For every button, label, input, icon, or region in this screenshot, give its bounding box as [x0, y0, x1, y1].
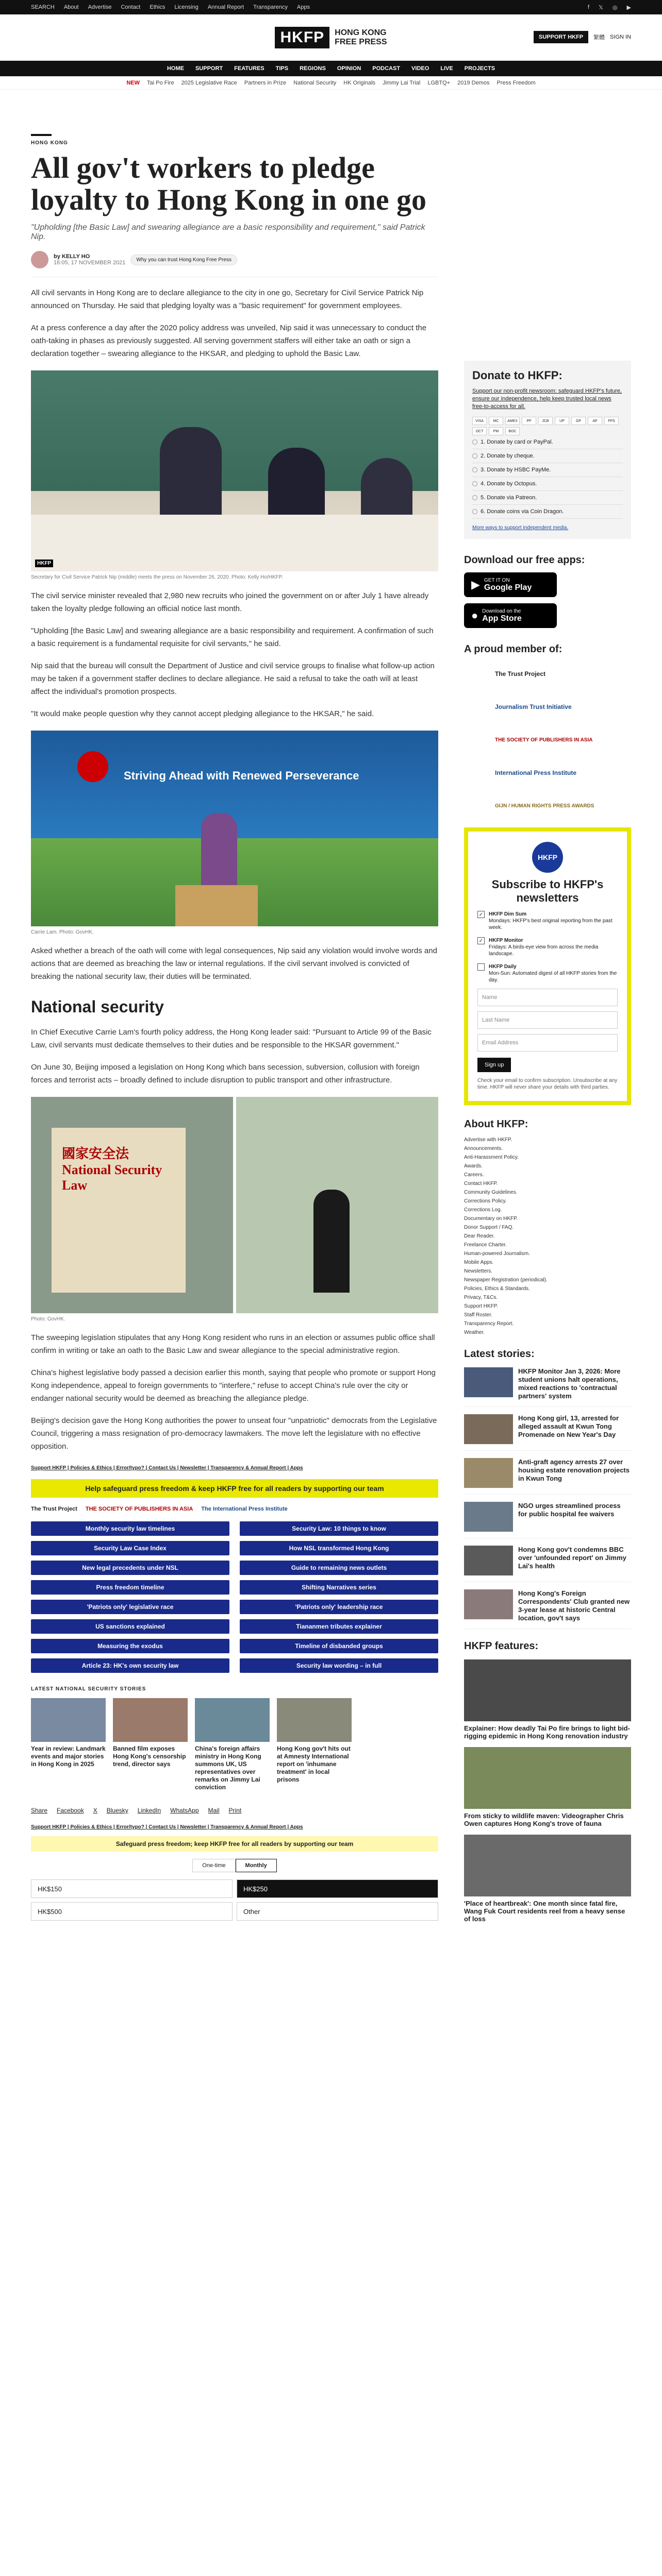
member-gijn[interactable]: GIJN / HUMAN RIGHTS PRESS AWARDS: [495, 803, 594, 809]
about-link[interactable]: Documentary on HKFP.: [464, 1216, 518, 1222]
paragraph: "It would make people question why they cannot accept pledging allegiance to the HKSAR," he said.: [31, 709, 374, 718]
article-subhead: "Upholding [the Basic Law] and swearing allegiance are a basic responsibility and requirement," said Patrick Nip.: [31, 223, 425, 241]
paragraph: The civil service minister revealed that 2,980 new recruits who joined the government on or after July 1 have already taken the loyalty pledge following an official notice last month.: [31, 591, 429, 613]
feature-card[interactable]: Explainer: How deadly Tai Po fire brings to light bid-rigging epidemic in Hong Kong renovation industry: [464, 1659, 631, 1740]
payment-icon: PM: [489, 427, 503, 435]
share-whatsapp[interactable]: WhatsApp: [170, 1807, 199, 1814]
photo-caption: Photo: GovHK.: [31, 1316, 65, 1322]
nav-features[interactable]: FEATURES: [234, 65, 264, 72]
security-law-photo: [31, 1097, 438, 1313]
emblem-icon: [77, 751, 108, 782]
amount-option[interactable]: HK$150: [31, 1879, 233, 1898]
byline: [31, 251, 438, 268]
share-print[interactable]: Print: [228, 1807, 242, 1814]
share-linkedin[interactable]: LinkedIn: [137, 1807, 161, 1814]
about-link[interactable]: Newspaper Registration (periodical).: [464, 1277, 548, 1283]
transparency-link[interactable]: Transparency: [253, 4, 288, 10]
donate-text[interactable]: Support our non-profit newsroom: safeguard HKFP's future, ensure our independence, help keep trusted local news free-to-access for all.: [472, 388, 622, 410]
nav-live[interactable]: LIVE: [440, 65, 453, 72]
sign-up-button[interactable]: Sign up: [477, 1058, 511, 1072]
play-icon: ▶: [471, 578, 480, 591]
feature-card[interactable]: From sticky to wildlife maven: Videographer Chris Owen captures Hong Kong's trove of fauna: [464, 1747, 631, 1827]
top-utility-bar: [0, 0, 662, 14]
paragraph: In Chief Executive Carrie Lam's fourth policy address, the Hong Kong leader said: "Pursuant to Article 99 of the Basic Law, civil servants must dedicate themselves to their duties and be responsible to the HKSAR government.": [31, 1028, 432, 1049]
google-play-button[interactable]: ▶ GET IT ON Google Play: [464, 572, 557, 597]
newsletter-option[interactable]: ✓ HKFP Monitor Fridays: A birds-eye view from across the media landscape.: [477, 937, 618, 957]
about-link[interactable]: Mobile Apps.: [464, 1260, 494, 1265]
related-stories: [31, 1698, 438, 1791]
about-link[interactable]: Staff Roster.: [464, 1312, 492, 1318]
apps-title: Download our free apps:: [464, 554, 585, 566]
photo-caption: Secretary for Civil Service Patrick Nip (middle) meets the press on November 26, 2020. Photo: Kelly Ho/HKFP.: [31, 574, 283, 580]
about-link[interactable]: Freelance Charter.: [464, 1242, 507, 1248]
story-card[interactable]: Banned film exposes Hong Kong's censorship trend, director says: [113, 1698, 188, 1791]
guide-button[interactable]: 'Patriots only' leadership race: [240, 1600, 438, 1614]
guide-button[interactable]: How NSL transformed Hong Kong: [240, 1541, 438, 1555]
photo-caption: Carrie Lam. Photo: GovHK.: [31, 929, 94, 935]
nav-tips[interactable]: TIPS: [275, 65, 289, 72]
apple-icon: ●: [471, 609, 478, 622]
banner-text: Striving Ahead with Renewed Perseverance: [124, 769, 359, 782]
amount-option[interactable]: Other: [237, 1902, 438, 1921]
latest-story[interactable]: Hong Kong girl, 13, arrested for alleged assault at Kwun Tong Promenade on New Year's Day: [464, 1414, 631, 1451]
trust-project-logo[interactable]: The Trust Project: [31, 1506, 77, 1512]
payment-icon: UP: [555, 417, 569, 425]
trend-link[interactable]: LGBTQ+: [427, 79, 451, 86]
frequency-toggle: [31, 1859, 438, 1872]
donate-method[interactable]: 2. Donate by cheque.: [472, 449, 623, 463]
story-card[interactable]: China's foreign affairs ministry in Hong Kong summons UK, US representatives over remarks on Jimmy Lai conviction: [195, 1698, 270, 1791]
guide-button[interactable]: Monthly security law timelines: [31, 1521, 229, 1536]
payment-icon: VISA: [472, 417, 487, 425]
nav-support[interactable]: SUPPORT: [195, 65, 223, 72]
checkbox-checked-icon[interactable]: ✓: [477, 937, 485, 944]
advertise-link[interactable]: Advertise: [88, 4, 112, 10]
features-title: HKFP features:: [464, 1640, 539, 1652]
licensing-link[interactable]: Licensing: [174, 4, 198, 10]
ethics-link[interactable]: Ethics: [150, 4, 166, 10]
guide-button[interactable]: Press freedom timeline: [31, 1580, 229, 1595]
masthead: [0, 14, 662, 61]
feature-card[interactable]: 'Place of heartbreak': One month since fatal fire, Wang Fuk Court residents reel from a heavy sense of loss: [464, 1835, 631, 1923]
hkfp-watermark: HKFP: [35, 560, 53, 567]
publish-date: 16:05, 17 NOVEMBER 2021: [54, 260, 126, 266]
amount-option[interactable]: HK$250: [237, 1879, 438, 1898]
more-ways-link[interactable]: More ways to support independent media.: [472, 525, 569, 531]
partner-logos: [31, 1506, 438, 1512]
paragraph: Beijing's decision gave the Hong Kong authorities the power to unseat four "unpatriotic" democrats from the Legislative Council, triggering a mass resignation of pro-democracy lawmakers. The move left the legislature with no effective opposition.: [31, 1416, 437, 1451]
payment-icon: OCT: [472, 427, 487, 435]
share-label: Share: [31, 1807, 48, 1814]
one-time-tab[interactable]: One-time: [192, 1859, 235, 1872]
guide-button[interactable]: Security law wording – in full: [240, 1658, 438, 1673]
trend-link[interactable]: Partners in Prize: [244, 79, 287, 86]
sidebar: [464, 361, 631, 1923]
checkbox-icon[interactable]: [477, 963, 485, 971]
newsletter-option[interactable]: HKFP Daily Mon-Sun: Automated digest of all HKFP stories from the day.: [477, 963, 618, 984]
latest-story[interactable]: Anti-graft agency arrests 27 over housing estate renovation projects in Kwun Tong: [464, 1458, 631, 1495]
payment-icon: FPS: [604, 417, 619, 425]
story-card[interactable]: Year in review: Landmark events and major stories in Hong Kong in 2025: [31, 1698, 106, 1791]
payment-icons: [472, 417, 623, 435]
donation-amounts: [31, 1879, 438, 1921]
guide-button[interactable]: Guide to remaining news outlets: [240, 1561, 438, 1575]
trend-link[interactable]: Jimmy Lai Trial: [383, 79, 421, 86]
about-link[interactable]: Contact HKFP.: [464, 1181, 498, 1187]
carrie-lam-photo: [31, 731, 438, 926]
x-icon[interactable]: 𝕏: [599, 4, 603, 11]
donate-title: Donate to HKFP:: [472, 369, 562, 382]
share-mail[interactable]: Mail: [208, 1807, 220, 1814]
about-link[interactable]: Announcements.: [464, 1146, 503, 1151]
about-link[interactable]: Advertise with HKFP.: [464, 1137, 512, 1143]
latest-story[interactable]: Hong Kong's Foreign Correspondents' Club granted new 3-year lease at historic Central location, gov't says: [464, 1589, 631, 1629]
sopa-logo[interactable]: THE SOCIETY OF PUBLISHERS IN ASIA: [85, 1506, 193, 1512]
about-link[interactable]: Corrections Policy.: [464, 1198, 507, 1204]
author-name[interactable]: by KELLY HO: [54, 253, 90, 260]
newsletter-note: Check your email to confirm subscription. Unsubscribe at any time. HKFP will never share your details with third parties.: [477, 1078, 618, 1090]
share-bluesky[interactable]: Bluesky: [106, 1807, 128, 1814]
about-link[interactable]: Policies, Ethics & Standards.: [464, 1286, 530, 1292]
paragraph: On June 30, Beijing imposed a legislation on Hong Kong which bans secession, subversion, collusion with foreign forces and terrorist acts – broadly defined to include disruption to public transport and other infrastructure.: [31, 1063, 420, 1084]
payment-icon: GP: [571, 417, 586, 425]
amount-option[interactable]: HK$500: [31, 1902, 233, 1921]
monthly-tab[interactable]: Monthly: [236, 1859, 277, 1872]
section-heading: National security: [31, 997, 164, 1016]
app-store-button[interactable]: ● Download on the App Store: [464, 603, 557, 628]
donate-method[interactable]: 6. Donate coins via Coin Dragon.: [472, 505, 623, 519]
guide-button[interactable]: Timeline of disbanded groups: [240, 1639, 438, 1653]
about-link[interactable]: Careers.: [464, 1172, 484, 1178]
article: [31, 134, 438, 1921]
story-card[interactable]: Hong Kong gov't hits out at Amnesty International report on 'inhumane treatment' in local prisons: [277, 1698, 352, 1791]
share-facebook[interactable]: Facebook: [57, 1807, 84, 1814]
site-logo[interactable]: HKFP HONG KONG FREE PRESS: [275, 27, 387, 48]
press-conference-photo: [31, 370, 438, 571]
about-link[interactable]: Community Guidelines.: [464, 1190, 518, 1195]
annual-report-link[interactable]: Annual Report: [207, 4, 244, 10]
latest-story[interactable]: NGO urges streamlined process for public hospital fee waivers: [464, 1502, 631, 1538]
about-link[interactable]: Support HKFP.: [464, 1303, 498, 1309]
newsletter-box: [464, 827, 631, 1105]
sign-in-link[interactable]: SIGN IN: [610, 34, 631, 40]
payment-icon: BOC: [505, 427, 520, 435]
about-link[interactable]: About: [63, 4, 79, 10]
about-link[interactable]: Privacy, T&Cs.: [464, 1295, 498, 1300]
payment-icon: PP: [522, 417, 536, 425]
about-link[interactable]: Corrections Log.: [464, 1207, 502, 1213]
newsletter-title: Subscribe to HKFP's newsletters: [491, 878, 604, 904]
last-name-field[interactable]: Last Name: [477, 1011, 618, 1029]
footer-links[interactable]: Support HKFP | Policies & Ethics | Error/typo? | Contact Us | Newsletter | Transparency & Annual Report | Apps: [31, 1824, 303, 1830]
nav-video[interactable]: VIDEO: [411, 65, 429, 72]
donate-method[interactable]: 5. Donate via Patreon.: [472, 491, 623, 505]
support-banner[interactable]: Help safeguard press freedom & keep HKFP free for all readers by supporting our team: [31, 1479, 438, 1498]
about-link[interactable]: Weather.: [464, 1330, 485, 1335]
safeguard-banner[interactable]: Safeguard press freedom; keep HKFP free for all readers by supporting our team: [31, 1836, 438, 1852]
payment-icon: AP: [588, 417, 602, 425]
nsl-poster-text: 國家安全法 National Security Law: [52, 1128, 186, 1293]
support-hkfp-button[interactable]: SUPPORT HKFP: [534, 31, 588, 43]
donate-method[interactable]: 4. Donate by Octopus.: [472, 477, 623, 491]
member-trust-project[interactable]: The Trust Project: [495, 670, 546, 677]
email-field[interactable]: Email Address: [477, 1034, 618, 1052]
nav-home[interactable]: HOME: [167, 65, 184, 72]
trending-bar: [0, 76, 662, 90]
apps-link[interactable]: Apps: [297, 4, 310, 10]
guide-button[interactable]: Security Law: 10 things to know: [240, 1521, 438, 1536]
language-toggle[interactable]: 繁體: [593, 35, 605, 41]
author-avatar: [31, 251, 48, 268]
donate-method[interactable]: 1. Donate by card or PayPal.: [472, 435, 623, 449]
nav-regions[interactable]: REGIONS: [300, 65, 326, 72]
share-bar: [31, 1807, 438, 1814]
facebook-icon[interactable]: f: [587, 4, 590, 10]
guide-button[interactable]: Measuring the exodus: [31, 1639, 229, 1653]
search-link[interactable]: SEARCH: [31, 4, 55, 10]
about-link[interactable]: Anti-Harassment Policy.: [464, 1155, 519, 1160]
paragraph: The sweeping legislation stipulates that any Hong Kong resident who runs in an election or assumes public office shall confirm in writing or take an oath to the Basic Law and swear allegiance to the special administrative region.: [31, 1333, 435, 1355]
name-field[interactable]: Name: [477, 989, 618, 1006]
guide-button[interactable]: Security Law Case Index: [31, 1541, 229, 1555]
about-link[interactable]: Transparency Report.: [464, 1321, 514, 1327]
about-link[interactable]: Dear Reader.: [464, 1233, 495, 1239]
guide-button[interactable]: Shifting Narratives series: [240, 1580, 438, 1595]
guide-button[interactable]: 'Patriots only' legislative race: [31, 1600, 229, 1614]
trend-link[interactable]: 2025 Legislative Race: [181, 79, 237, 86]
trend-link[interactable]: HK Originals: [343, 79, 376, 86]
newsletter-option[interactable]: ✓ HKFP Dim Sum Mondays: HKFP's best original reporting from the past week.: [477, 911, 618, 931]
nsl-guides: [31, 1521, 438, 1673]
nav-projects[interactable]: PROJECTS: [464, 65, 495, 72]
donate-box: [464, 361, 631, 539]
paragraph: Asked whether a breach of the oath will come with legal consequences, Nip said any violation would involve words and actions that are deemed as breaching the law or internal regulations. If the civil servant involved is convicted of breaking the national security law, their duties will be terminated.: [31, 946, 437, 981]
instagram-icon[interactable]: ◎: [612, 4, 618, 11]
guide-button[interactable]: Article 23: HK's own security law: [31, 1658, 229, 1673]
about-link[interactable]: Donor Support / FAQ.: [464, 1225, 514, 1230]
about-link[interactable]: Awards.: [464, 1163, 483, 1169]
checkbox-checked-icon[interactable]: ✓: [477, 911, 485, 918]
guide-button[interactable]: US sanctions explained: [31, 1619, 229, 1634]
new-badge: NEW: [126, 79, 140, 86]
section-label[interactable]: HONG KONG: [31, 134, 52, 146]
nav-opinion[interactable]: OPINION: [337, 65, 361, 72]
latest-nsl-label: LATEST NATIONAL SECURITY STORIES: [31, 1686, 146, 1692]
trend-link[interactable]: National Security: [293, 79, 337, 86]
member-title: A proud member of:: [464, 643, 562, 655]
member-ipi[interactable]: International Press Institute: [495, 769, 577, 776]
paragraph: "Upholding [the Basic Law] and swearing allegiance are a basic responsibility and requirement. A confirmation of such a basic requirement is a fundamental requisite for civil servants," he said.: [31, 626, 434, 648]
donate-method[interactable]: 3. Donate by HSBC PayMe.: [472, 463, 623, 477]
trend-link[interactable]: Press Freedom: [496, 79, 536, 86]
paragraph: All civil servants in Hong Kong are to declare allegiance to the city in one go, Secretary for Civil Service Patrick Nip announced on Thursday. He said that pledging loyalty was a "basic requirement" for government employees.: [31, 289, 424, 310]
contact-link[interactable]: Contact: [121, 4, 141, 10]
about-title: About HKFP:: [464, 1118, 528, 1130]
paragraph: At a press conference a day after the 2020 policy address was unveiled, Nip said it was unnecessary to conduct the oath-taking in phases as previously suggested. All serving government staffers will either take an oath or sign a declaration together – swearing allegiance to the HKSAR, and pledging to uphold the Basic Law.: [31, 324, 427, 358]
about-link[interactable]: Human-powered Journalism.: [464, 1251, 530, 1257]
paragraph: Nip said that the bureau will consult the Department of Justice and civil service groups to finalise what follow-up action may be taken if a government staffer declines to declare allegiance. He said a refusal to take the oath will at least affect the individual's promotion prospects.: [31, 662, 435, 696]
youtube-icon[interactable]: ▶: [626, 4, 631, 11]
about-link[interactable]: Newsletters.: [464, 1268, 493, 1274]
member-jti[interactable]: Journalism Trust Initiative: [495, 703, 572, 710]
payment-icon: MC: [489, 417, 503, 425]
ipi-logo[interactable]: The International Press Institute: [201, 1506, 288, 1512]
payment-icon: AMEX: [505, 417, 520, 425]
trend-link[interactable]: 2019 Demos: [457, 79, 490, 86]
hkfp-logo-badge: HKFP: [532, 842, 563, 873]
nav-podcast[interactable]: PODCAST: [372, 65, 401, 72]
about-list: [464, 1136, 631, 1337]
trust-pill[interactable]: Why you can trust Hong Kong Free Press: [130, 255, 237, 265]
member-sopa[interactable]: THE SOCIETY OF PUBLISHERS IN ASIA: [495, 737, 593, 743]
paragraph: China's highest legislative body passed a decision earlier this month, saying that people who promote or support Hong Kong independence, appeal to foreign governments to "interfere," refuse to accept China's rule over the city or endanger national security would be deemed as breaching the allegiance pledge.: [31, 1368, 436, 1403]
latest-story[interactable]: HKFP Monitor Jan 3, 2026: More student unions halt operations, mixed reactions to 'contractual partners' system: [464, 1367, 631, 1407]
latest-title: Latest stories:: [464, 1348, 535, 1360]
latest-story[interactable]: Hong Kong gov't condemns BBC over 'unfounded report' on Jimmy Lai's health: [464, 1546, 631, 1582]
guide-button[interactable]: New legal precedents under NSL: [31, 1561, 229, 1575]
payment-icon: JCB: [538, 417, 553, 425]
trend-link[interactable]: Tai Po Fire: [146, 79, 174, 86]
guide-button[interactable]: Tiananmen tributes explainer: [240, 1619, 438, 1634]
footer-links[interactable]: Support HKFP | Policies & Ethics | Error/typo? | Contact Us | Newsletter | Transparency & Annual Report | Apps: [31, 1465, 303, 1471]
share-x[interactable]: X: [93, 1807, 97, 1814]
article-title: All gov't workers to pledge loyalty to Hong Kong in one go: [31, 151, 426, 216]
main-nav: [0, 61, 662, 76]
